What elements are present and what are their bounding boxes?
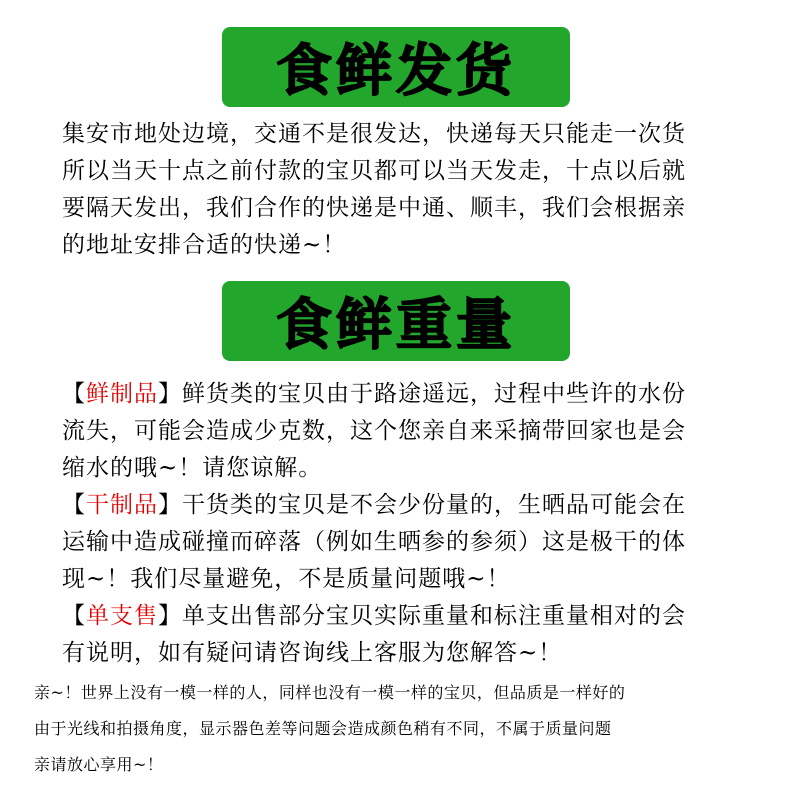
dried-item-text: 干货类的宝贝是不会少份量的，生晒品可能会在 (182, 492, 686, 518)
dried-item-first-line (62, 487, 782, 524)
fresh-item-line-3: 缩水的哦~！请您谅解。 (62, 455, 323, 481)
single-item-text: 单支出售部分宝贝实际重量和标注重量相对的会 (182, 603, 686, 629)
dried-item-tag: 【干制品】 (62, 492, 182, 518)
shipping-line-4: 的地址安排合适的快递~！ (62, 232, 347, 258)
shipping-line-1: 集安市地处边境，交通不是很发达，快递每天只能走一次货 (62, 121, 686, 147)
single-item-keyword: 单支售 (86, 603, 158, 629)
dried-item-line-3: 现~！我们尽量避免，不是质量问题哦~！ (62, 566, 511, 592)
disclaimer-note (34, 675, 784, 783)
note-line-2: 由于光线和拍摄角度，显示器色差等问题会造成颜色稍有不同，不属于质量问题 (34, 719, 612, 738)
fresh-item-keyword: 鲜制品 (86, 381, 158, 407)
fresh-item-text: 鲜货类的宝贝由于路途遥远，过程中些许的水份 (182, 381, 686, 407)
dried-item-keyword: 干制品 (86, 492, 158, 518)
shipping-paragraph (62, 116, 762, 264)
weight-banner: 食鲜重量 (222, 281, 570, 361)
single-item-tag: 【单支售】 (62, 603, 182, 629)
shipping-line-2: 所以当天十点之前付款的宝贝都可以当天发走，十点以后就 (62, 158, 686, 184)
single-item-line-2: 有说明，如有疑问请咨询线上客服为您解答~！ (62, 640, 563, 666)
single-item-first-line (62, 598, 782, 635)
weight-list (62, 376, 782, 672)
note-line-1: 亲~！世界上没有一模一样的人，同样也没有一模一样的宝贝，但品质是一样好的 (34, 683, 626, 702)
dried-item-line-2: 运输中造成碰撞而碎落（例如生晒参的参须）这是极干的体 (62, 529, 686, 555)
fresh-item-line-2: 流失，可能会造成少克数，这个您亲自来采摘带回家也是会 (62, 418, 686, 444)
fresh-item-first-line (62, 376, 782, 413)
shipping-banner: 食鲜发货 (222, 27, 570, 107)
shipping-line-3: 要隔天发出，我们合作的快递是中通、顺丰，我们会根据亲 (62, 195, 686, 221)
fresh-item-tag: 【鲜制品】 (62, 381, 182, 407)
note-line-3: 亲请放心享用~！ (34, 755, 164, 774)
